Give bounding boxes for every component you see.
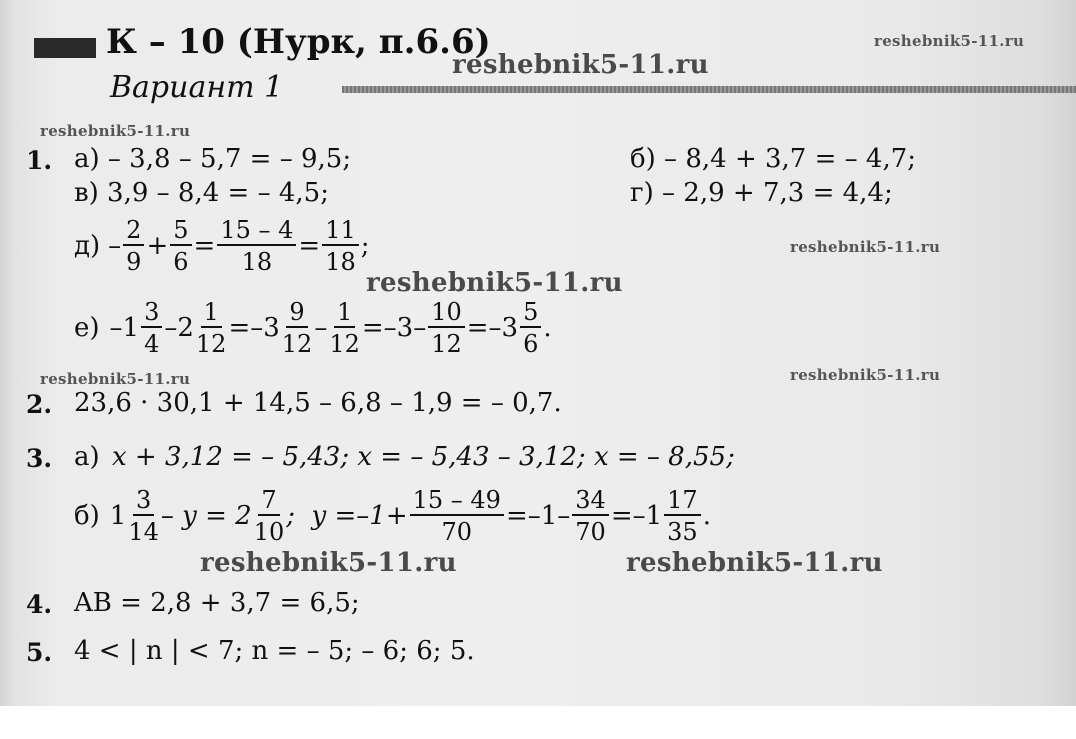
header-block-mark: [34, 38, 96, 58]
fraction: $\frac{7}{10}$: [253, 486, 285, 546]
fraction: $\frac{17}{35}$: [664, 488, 701, 544]
fraction: $\frac{5}{6}$: [520, 300, 541, 356]
problem-2: 23,6 · 30,1 + 14,5 – 6,8 – 1,9 = – 0,7.: [74, 388, 562, 418]
problem-1d: д) – $\frac{2}{9}$ + $\frac{5}{6}$ = $\frac{15 - 4}{18}$ = $\frac{11}{18}$ ;: [74, 216, 370, 276]
problem-number: 2.: [26, 390, 53, 419]
problem-3a: x + 3,12 = – 5,43; x = – 5,43 – 3,12; x = – 8,55;: [112, 442, 735, 472]
fraction: $\frac{11}{18}$: [322, 218, 359, 274]
watermark: reshebnik5-11.ru: [874, 32, 1025, 50]
item-label: е): [74, 313, 100, 343]
problem-1b: б) – 8,4 + 3,7 = – 4,7;: [630, 144, 917, 174]
watermark: reshebnik5-11.ru: [626, 548, 883, 578]
problem-number: 3.: [26, 444, 53, 473]
problem-number: 5.: [26, 638, 53, 667]
watermark: reshebnik5-11.ru: [366, 268, 623, 298]
problem-1a: а) – 3,8 – 5,7 = – 9,5;: [74, 144, 352, 174]
item-label: б): [74, 501, 100, 531]
item-label: д): [74, 231, 101, 261]
problem-number: 1.: [26, 146, 53, 175]
fraction: $\frac{5}{6}$: [170, 218, 191, 274]
problem-number: 4.: [26, 590, 53, 619]
fraction: $\frac{10}{12}$: [428, 300, 465, 356]
watermark: reshebnik5-11.ru: [40, 122, 191, 140]
problem-3b: б) 1 $\frac{3}{14}$ – y = 2 $\frac{7}{10}$ ; y =–1+ $\frac{15 - 49}{70}$ =–1– $\frac{34}{70}$ =–1 $\frac{17}{35}$ .: [74, 486, 711, 546]
problem-4: AB = 2,8 + 3,7 = 6,5;: [74, 588, 360, 618]
item-label: а): [74, 442, 100, 472]
problem-5: 4 < | n | < 7; n = – 5; – 6; 6; 5.: [74, 636, 475, 666]
watermark: reshebnik5-11.ru: [200, 548, 457, 578]
fraction: $\frac{2}{9}$: [123, 218, 144, 274]
fraction: $\frac{3}{14}$: [128, 486, 159, 546]
fraction: $\frac{1}{12}$: [329, 298, 360, 358]
fraction: $\frac{1}{12}$: [195, 298, 227, 358]
fraction: $\frac{34}{70}$: [572, 488, 609, 544]
watermark: reshebnik5-11.ru: [452, 50, 709, 80]
problem-1g: г) – 2,9 + 7,3 = 4,4;: [630, 178, 893, 208]
problem-1v: в) 3,9 – 8,4 = – 4,5;: [74, 178, 329, 208]
watermark: reshebnik5-11.ru: [790, 238, 941, 256]
problem-1e: е) –1 $\frac{3}{4}$ –2 $\frac{1}{12}$ =–3 $\frac{9}{12}$ – $\frac{1}{12}$ =–3– $\frac{10}{12}$ =–3 $\frac{5}{6}$ .: [74, 298, 552, 358]
variant-rule: [342, 86, 1076, 93]
fraction: $\frac{15 - 4}{18}$: [217, 218, 296, 274]
fraction: $\frac{3}{4}$: [141, 300, 162, 356]
page-title: К – 10 (Нурк, п.6.6): [106, 22, 491, 62]
watermark: reshebnik5-11.ru: [790, 366, 941, 384]
variant-label: Вариант 1: [110, 70, 284, 105]
fraction: $\frac{9}{12}$: [281, 298, 313, 358]
watermark: reshebnik5-11.ru: [40, 370, 191, 388]
fraction: $\frac{15 - 49}{70}$: [410, 488, 504, 544]
